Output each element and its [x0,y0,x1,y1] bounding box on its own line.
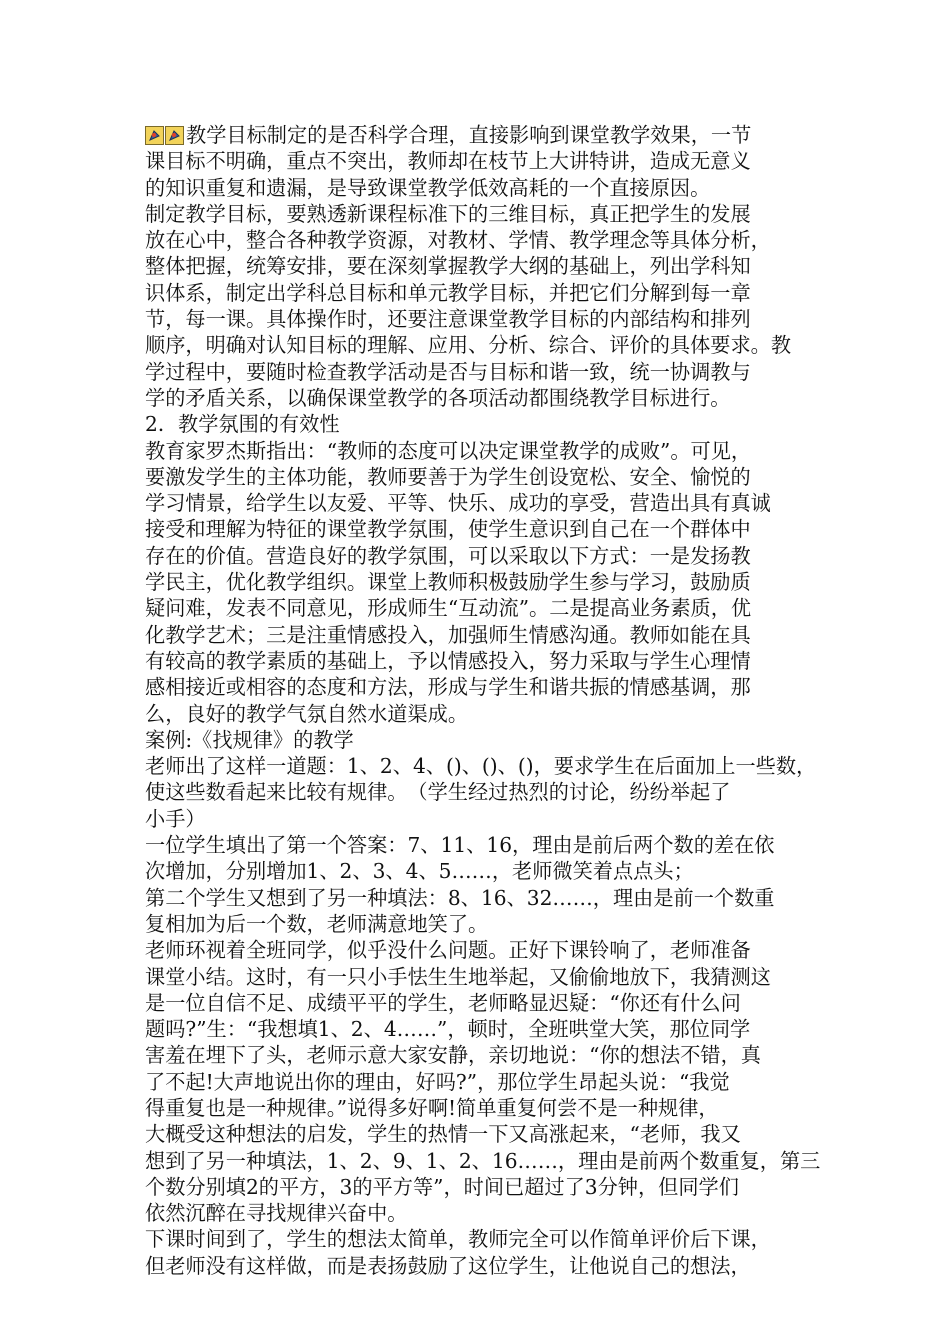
text-line: 存在的价值。营造良好的教学氛围，可以采取以下方式：一是发扬教 [145,543,751,568]
text-line: 课堂小结。这时，有一只小手怯生生地举起，又偷偷地放下，我猜测这 [145,964,771,989]
decorative-icon [165,126,184,145]
text-line: 教育家罗杰斯指出：“教师的态度可以决定课堂教学的成败”。可见， [145,438,752,463]
text-line: 是一位自信不足、成绩平平的学生，老师略显迟疑：“你还有什么问 [145,990,741,1015]
text-line: 题吗?”生：“我想填1、2、4……”，顿时，全班哄堂大笑，那位同学 [145,1017,751,1042]
text-line: 化教学艺术；三是注重情感投入，加强师生情感沟通。教师如能在具 [145,622,751,647]
text-line [145,122,827,148]
text-line: 节，每一课。具体操作时，还要注意课堂教学目标的内部结构和排列 [145,307,751,332]
text-line: 下课时间到了，学生的想法太简单，教师完全可以作简单评价后下课， [145,1227,771,1252]
text-line: 学民主，优化教学组织。课堂上教师积极鼓励学生参与学习，鼓励质 [145,570,751,595]
case-heading: 案例:《找规律》的教学 [145,727,354,752]
text-line: 整体把握，统筹安排，要在深刻掌握教学大纲的基础上，列出学科知 [145,254,751,279]
text-line: 接受和理解为特征的课堂教学氛围，使学生意识到自己在一个群体中 [145,517,751,542]
text-line: 但老师没有这样做，而是表扬鼓励了这位学生，让他说自己的想法， [145,1253,751,1278]
text-line: 复相加为后一个数，老师满意地笑了。 [145,911,489,936]
text-line: 学过程中，要随时检查教学活动是否与目标和谐一致，统一协调教与 [145,359,751,384]
text-line: 大概受这种想法的启发，学生的热情一下又高涨起来，“老师，我又 [145,1122,741,1147]
text-line: 课目标不明确，重点不突出，教师却在枝节上大讲特讲，造成无意义 [145,149,751,174]
text-line: 么，良好的教学气氛自然水道渠成。 [145,701,469,726]
text-line: 要激发学生的主体功能，教师要善于为学生创设宽松、安全、愉悦的 [145,464,751,489]
text-line: 了不起!大声地说出你的理由，好吗?”，那位学生昂起头说：“我觉 [145,1069,730,1094]
text-line: 学习情景，给学生以友爱、平等、快乐、成功的享受，营造出具有真诚 [145,491,771,516]
text-line: 顺序，明确对认知目标的理解、应用、分析、综合、评价的具体要求。教 [145,333,792,358]
text-line: 疑问难，发表不同意见，形成师生“互动流”。二是提高业务素质，优 [145,596,752,621]
text-line: 小手） [145,806,206,831]
text-line: 想到了另一种填法，1、2、9、1、2、16……，理由是前两个数重复，第三 [145,1148,821,1173]
decorative-icon [145,126,164,145]
text-line: 个数分别填2的平方，3的平方等”，时间已超过了3分钟，但同学们 [145,1174,739,1199]
text-line: 得重复也是一种规律。”说得多好啊!简单重复何尝不是一种规律， [145,1095,719,1120]
text-line: 一位学生填出了第一个答案：7、11、16，理由是前后两个数的差在依 [145,833,775,858]
text-line: 次增加，分别增加1、2、3、4、5……，老师微笑着点点头； [145,859,694,884]
text-line: 第二个学生又想到了另一种填法：8、16、32……，理由是前一个数重 [145,885,775,910]
paragraph-text: 教学目标制定的是否科学合理，直接影响到课堂教学效果，一节 [186,123,752,147]
text-line: 有较高的教学素质的基础上，予以情感投入，努力采取与学生心理情 [145,648,751,673]
text-line: 老师出了这样一道题：1、2、4、()、()、()，要求学生在后面加上一些数， [145,754,817,779]
document-body [145,122,827,1279]
text-line: 学的矛盾关系，以确保课堂教学的各项活动都围绕教学目标进行。 [145,385,731,410]
section-heading: 2．教学氛围的有效性 [145,412,340,437]
text-line: 制定教学目标，要熟透新课程标准下的三维目标，真正把学生的发展 [145,201,751,226]
text-line: 使这些数看起来比较有规律。 （学生经过热烈的讨论，纷纷举起了 [145,780,731,805]
text-line: 老师环视着全班同学，似乎没什么问题。正好下课铃响了，老师准备 [145,938,751,963]
text-line: 依然沉醉在寻找规律兴奋中。 [145,1201,408,1226]
text-line: 害羞在埋下了头，老师示意大家安静，亲切地说：“你的想法不错，真 [145,1043,761,1068]
text-line: 放在心中，整合各种教学资源，对教材、学情、教学理念等具体分析， [145,228,771,253]
text-line: 的知识重复和遗漏，是导致课堂教学低效高耗的一个直接原因。 [145,175,711,200]
text-line: 感相接近或相容的态度和方法，形成与学生和谐共振的情感基调，那 [145,675,751,700]
text-line: 识体系，制定出学科总目标和单元教学目标，并把它们分解到每一章 [145,280,751,305]
